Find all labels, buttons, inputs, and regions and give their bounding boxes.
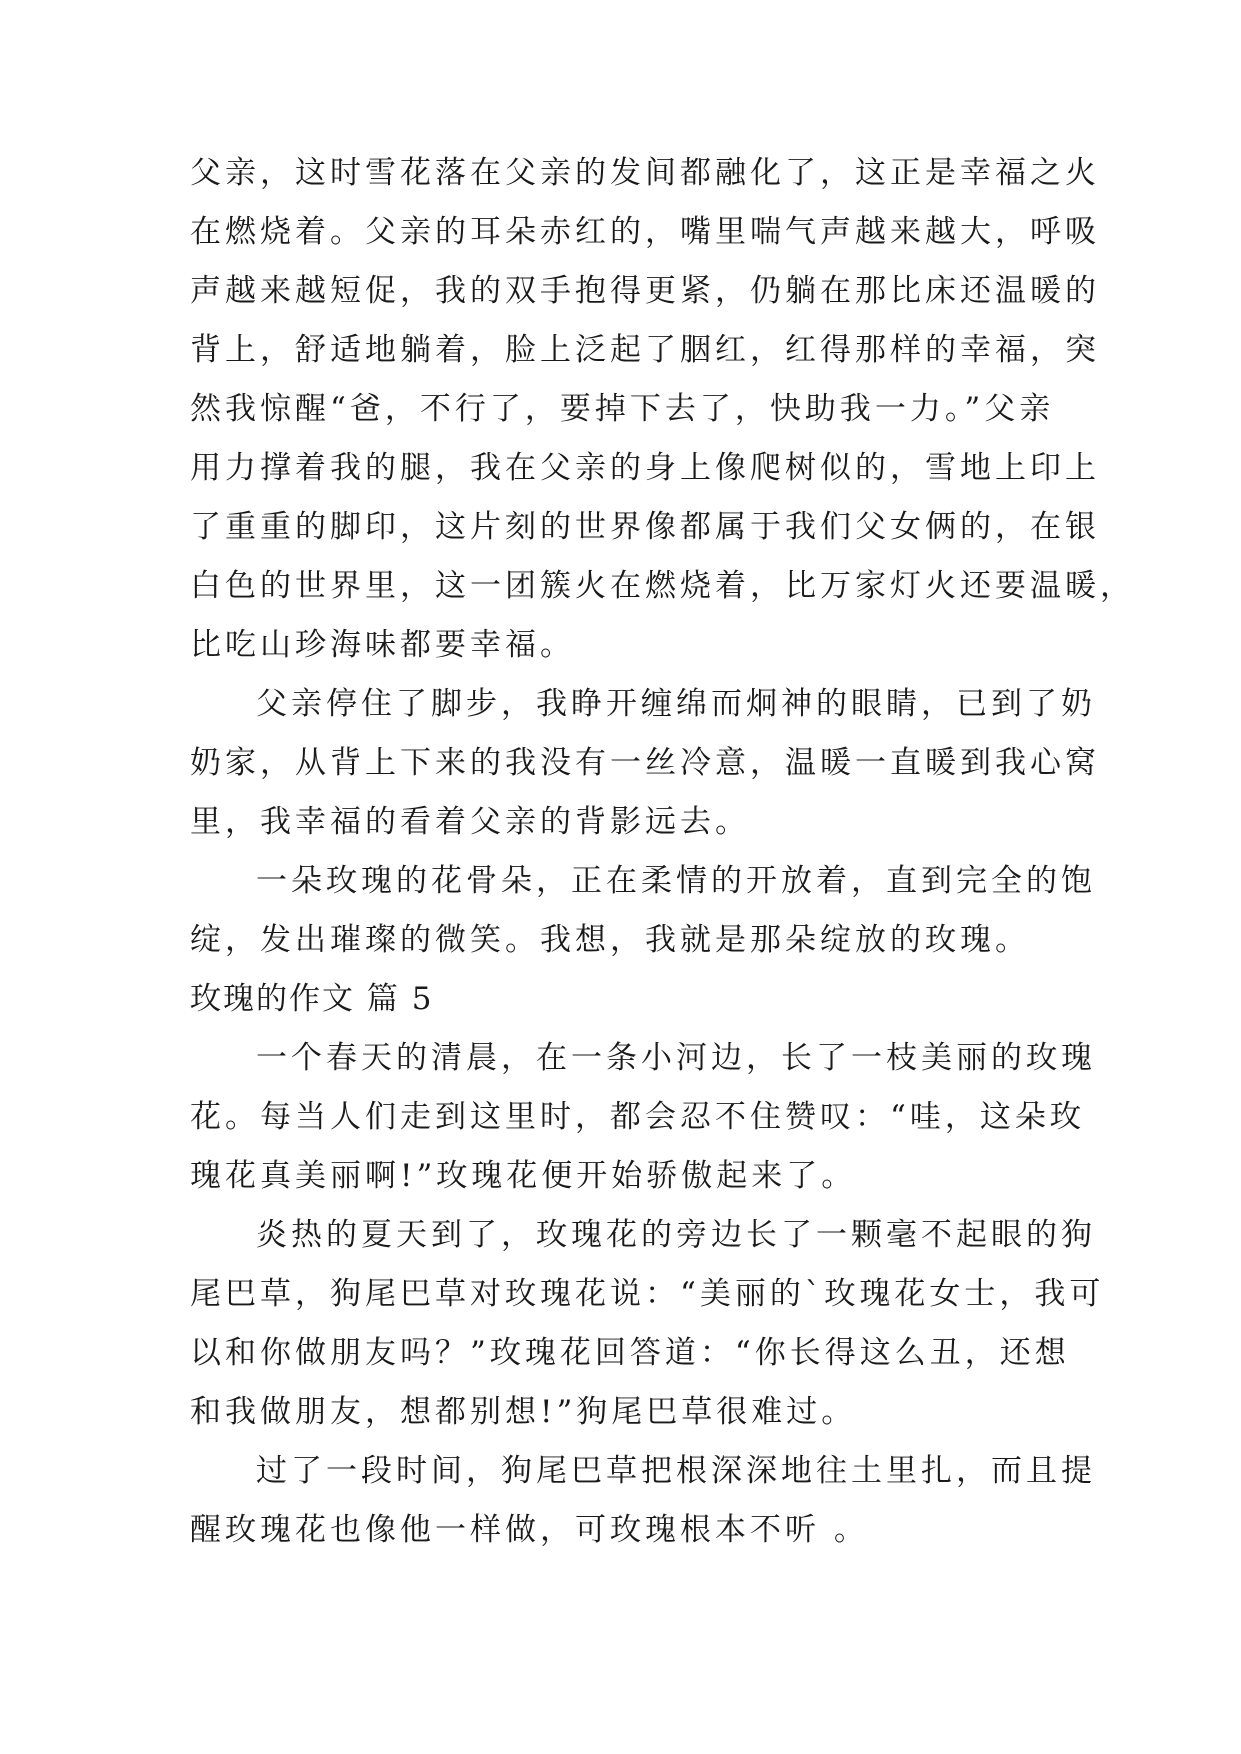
text-line: 在燃烧着。父亲的耳朵赤红的，嘴里喘气声越来越大，呼吸 xyxy=(190,214,1100,250)
text-line: 然我惊醒“爸，不行了，要掉下去了，快助我一力。”父亲 xyxy=(190,391,1055,427)
heading-text: 玫瑰的作文 篇 5 xyxy=(190,981,434,1017)
text-line: 一朵玫瑰的花骨朵，正在柔情的开放着，直到完全的饱 xyxy=(256,863,1096,899)
text-line: 以和你做朋友吗？”玫瑰花回答道：“你长得这么丑，还想 xyxy=(190,1335,1070,1371)
text-line: 花。每当人们走到这里时，都会忍不住赞叹：“哇，这朵玫 xyxy=(190,1099,1085,1135)
paragraph xyxy=(190,1206,1105,1442)
paragraph xyxy=(190,675,1100,852)
text-line: 父亲，这时雪花落在父亲的发间都融化了，这正是幸福之火 xyxy=(190,155,1100,191)
text-line: 父亲停住了脚步，我睁开缠绵而炯神的眼睛，已到了奶 xyxy=(256,686,1096,722)
paragraph xyxy=(190,1029,1096,1206)
paragraph xyxy=(190,144,1135,675)
text-line: 瑰花真美丽啊!”玫瑰花便开始骄傲起来了。 xyxy=(190,1158,857,1194)
text-line: 绽，发出璀璨的微笑。我想，我就是那朵绽放的玫瑰。 xyxy=(190,922,1030,958)
text-line: 过了一段时间，狗尾巴草把根深深地往土里扎，而且提 xyxy=(256,1453,1096,1489)
text-line: 和我做朋友，想都别想!”狗尾巴草很难过。 xyxy=(190,1394,857,1430)
text-line: 声越来越短促，我的双手抱得更紧，仍躺在那比床还温暖的 xyxy=(190,273,1100,309)
paragraph xyxy=(190,852,1096,970)
paragraph xyxy=(190,1442,1096,1560)
text-line: 尾巴草，狗尾巴草对玫瑰花说：“美丽的`玫瑰花女士，我可 xyxy=(190,1276,1105,1312)
text-line: 了重重的脚印，这片刻的世界像都属于我们父女俩的，在银 xyxy=(190,509,1100,545)
text-line: 比吃山珍海味都要幸福。 xyxy=(190,627,575,663)
text-line: 用力撑着我的腿，我在父亲的身上像爬树似的，雪地上印上 xyxy=(190,450,1100,486)
text-line: 白色的世界里，这一团簇火在燃烧着，比万家灯火还要温暖， xyxy=(190,568,1135,604)
text-line: 奶家，从背上下来的我没有一丝冷意，温暖一直暖到我心窝 xyxy=(190,745,1100,781)
section-heading xyxy=(190,970,1050,1029)
text-line: 里，我幸福的看着父亲的背影远去。 xyxy=(190,804,750,840)
text-line: 背上，舒适地躺着，脸上泛起了胭红，红得那样的幸福，突 xyxy=(190,332,1100,368)
text-line: 炎热的夏天到了，玫瑰花的旁边长了一颗毫不起眼的狗 xyxy=(256,1217,1096,1253)
text-line: 一个春天的清晨，在一条小河边，长了一枝美丽的玫瑰 xyxy=(256,1040,1096,1076)
document-body xyxy=(190,144,1135,1560)
text-line: 醒玫瑰花也像他一样做，可玫瑰根本不听 。 xyxy=(190,1512,869,1548)
